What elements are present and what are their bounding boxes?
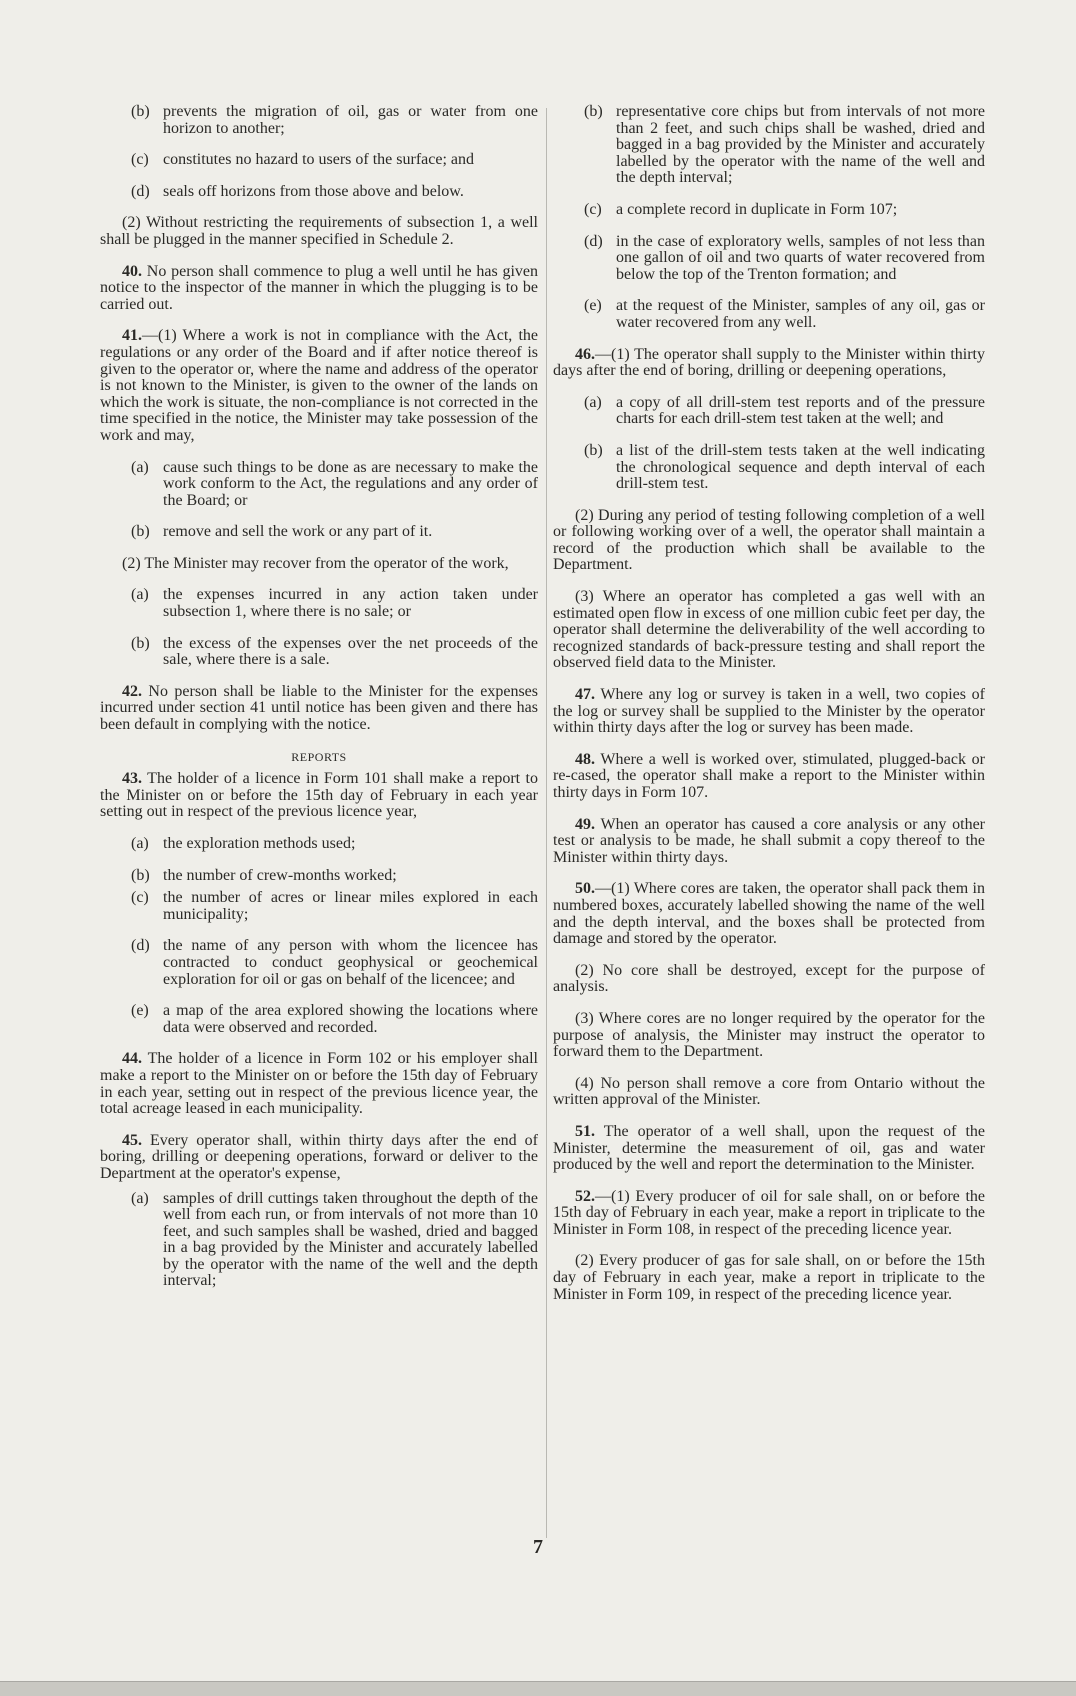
section-number: 45. <box>122 1131 142 1149</box>
paragraph-text: (2) No core shall be destroyed, except for the purpose of analysis. <box>553 961 985 996</box>
clause-item <box>100 104 538 137</box>
section-number: 46. <box>575 345 595 363</box>
right-column <box>553 104 985 1318</box>
section-number: 50. <box>575 880 595 898</box>
section-paragraph <box>553 347 985 380</box>
paragraph-text: Where any log or survey is taken in a well, two copies of the log or survey shall be supplied to the Minister by the operator within thirty days after the log or survey has been made. <box>553 686 985 737</box>
paragraph-text: —(1) The operator shall supply to the Minister within thirty days after the end of boring, drilling or deepening operations, <box>553 345 985 380</box>
clause-text: samples of drill cuttings taken throughout the depth of the well from each run, or from intervals of not more than 10 feet, and such samples shall be washed, dried and bagged in a bag provided by the Minister and accurately labelled by the operator with the name of the well and the depth interval; <box>163 1189 538 1290</box>
clause-label: (e) <box>584 297 602 315</box>
section-number: 40. <box>122 262 142 280</box>
section-number: 41. <box>122 327 142 345</box>
left-column <box>100 104 538 1305</box>
clause-item <box>100 636 538 669</box>
section-paragraph <box>553 881 985 947</box>
clause-text: a copy of all drill-stem test reports and of the pressure charts for each drill-stem test taken at the well; and <box>616 393 985 428</box>
section-number: 49. <box>575 815 595 833</box>
paragraph-text: (3) Where cores are no longer required by the operator for the purpose of analysis, the Minister may instruct the operator to forward them to the Department. <box>553 1009 985 1061</box>
clause-item <box>100 890 538 923</box>
column-divider <box>546 108 547 1538</box>
section-paragraph <box>553 817 985 867</box>
clause-item <box>100 1191 538 1291</box>
clause-label: (b) <box>131 103 150 120</box>
clause-text: a map of the area explored showing the locations where data were observed and recorded. <box>163 1002 538 1036</box>
section-paragraph <box>553 752 985 802</box>
section-number: 52. <box>575 1187 595 1205</box>
paragraph-text: (2) The Minister may recover from the operator of the work, <box>122 554 509 572</box>
clause-label: (c) <box>131 889 149 907</box>
clause-item <box>553 234 985 284</box>
clause-item <box>100 868 538 885</box>
paragraph-text: —(1) Every producer of oil for sale shall, on or before the 15th day of February in each year, make a report in triplicate to the Minister in Form 108, in respect of the preceding licence year. <box>553 1187 985 1238</box>
section-number: 47. <box>575 686 595 704</box>
section-paragraph <box>553 1253 985 1303</box>
section-paragraph <box>100 771 538 821</box>
clause-item <box>553 298 985 331</box>
clause-text: prevents the migration of oil, gas or water from one horizon to another; <box>163 103 538 137</box>
paragraph-text: When an operator has caused a core analysis or any other test or analysis to be made, he shall submit a copy thereof to the Minister within thirty days. <box>553 815 985 866</box>
paragraph-text: (2) Without restricting the requirements of subsection 1, a well shall be plugged in the manner specified in Schedule 2. <box>100 214 538 248</box>
clause-label: (e) <box>131 1002 149 1020</box>
clause-text: a list of the drill-stem tests taken at the well indicating the chronological sequence and depth interval of each drill-stem test. <box>616 441 985 493</box>
clause-item <box>553 104 985 187</box>
clause-text: in the case of exploratory wells, samples of not less than one gallon of oil and two quarts of water recovered from below the top of the Trenton formation; and <box>616 232 985 283</box>
section-paragraph <box>553 508 985 574</box>
clause-label: (c) <box>131 151 149 169</box>
clause-label: (b) <box>584 103 603 120</box>
paragraph-text: The operator of a well shall, upon the request of the Minister, determine the measurement of oil, gas and water produced by the well and report the determination to the Minister. <box>553 1122 985 1174</box>
clause-label: (a) <box>131 1189 149 1207</box>
clause-item <box>553 395 985 428</box>
paragraph-text: No person shall be liable to the Minister for the expenses incurred under section 41 until notice has been given and there has been default in complying with the notice. <box>100 682 538 734</box>
section-paragraph <box>553 1076 985 1109</box>
section-number: 42. <box>122 682 142 700</box>
paragraph-text: Where a well is worked over, stimulated, plugged-back or re-cased, the operator shall make a report to the Minister within thirty days in Form 107. <box>553 750 985 801</box>
section-paragraph <box>553 687 985 737</box>
clause-item <box>100 460 538 510</box>
clause-label: (d) <box>584 232 603 250</box>
clause-text: cause such things to be done as are necessary to make the work conform to the Act, the regulations and any order of the Board; or <box>163 458 538 509</box>
clause-text: the exploration methods used; <box>163 835 356 852</box>
clause-text: constitutes no hazard to users of the surface; and <box>163 151 475 169</box>
section-number: 48. <box>575 750 595 768</box>
clause-item <box>100 184 538 201</box>
clause-label: (c) <box>584 200 602 218</box>
paragraph-text: The holder of a licence in Form 102 or his employer shall make a report to the Minister on or before the 15th day of February in each year, setting out in respect of the previous licence year, the total acreage leased in each municipality. <box>100 1050 538 1118</box>
paragraph-text: (4) No person shall remove a core from Ontario without the written approval of the Minister. <box>553 1074 985 1109</box>
clause-item <box>553 202 985 219</box>
paragraph-text: The holder of a licence in Form 101 shall make a report to the Minister on or before the 15th day of February in each year setting out in respect of the previous licence year, <box>100 770 538 821</box>
clause-label: (b) <box>131 866 150 884</box>
clause-label: (b) <box>584 441 603 459</box>
section-paragraph <box>100 215 538 248</box>
clause-label: (a) <box>131 835 149 852</box>
clause-label: (d) <box>131 182 150 200</box>
paragraph-text: (2) During any period of testing following completion of a well or following working over of a well, the operator shall maintain a record of the production which shall be available to the Department. <box>553 506 985 574</box>
clause-text: remove and sell the work or any part of it. <box>163 523 433 541</box>
paragraph-text: —(1) Where a work is not in compliance with the Act, the regulations or any order of the Board and if after notice thereof is given to the operator or, where the name and address of the operator is not known to the Minister, is given to the owner of the lands on which the work is situate, the non-compliance is not corrected in the time specified in the notice, the Minister may take possession of the work and may, <box>100 327 538 444</box>
clause-label: (b) <box>131 523 150 541</box>
section-paragraph <box>553 1189 985 1239</box>
clause-item <box>100 524 538 541</box>
clause-item <box>553 443 985 493</box>
section-paragraph <box>553 1124 985 1174</box>
clause-item <box>100 587 538 620</box>
clause-text: the number of acres or linear miles explored in each municipality; <box>163 889 538 923</box>
clause-label: (a) <box>131 458 149 476</box>
scan-edge <box>0 1681 1076 1696</box>
section-paragraph <box>100 1133 538 1183</box>
clause-item <box>100 1003 538 1036</box>
paragraph-text: No person shall commence to plug a well until he has given notice to the inspector of the manner in which the plugging is to be carried out. <box>100 262 538 313</box>
section-paragraph <box>100 328 538 444</box>
clause-text: the name of any person with whom the licencee has contracted to conduct geophysical or geochemical exploration for oil or gas on behalf of the licencee; and <box>163 937 538 988</box>
clause-text: the number of crew-months worked; <box>163 866 397 884</box>
section-paragraph <box>553 963 985 996</box>
section-heading: REPORTS <box>291 749 347 764</box>
clause-text: seals off horizons from those above and below. <box>163 182 464 200</box>
section-paragraph <box>553 589 985 672</box>
section-paragraph <box>100 264 538 314</box>
clause-text: the expenses incurred in any action taken under subsection 1, where there is no sale; or <box>163 586 538 621</box>
paragraph-text: —(1) Where cores are taken, the operator shall pack them in numbered boxes, accurately labelled showing the name of the well and the depth interval, and the boxes shall be protected from damage and stored by the operator. <box>553 880 985 948</box>
clause-text: at the request of the Minister, samples of any oil, gas or water recovered from any well. <box>616 297 985 331</box>
clause-label: (a) <box>131 586 149 604</box>
clause-item <box>100 152 538 169</box>
clause-text: the excess of the expenses over the net proceeds of the sale, where there is a sale. <box>163 634 538 669</box>
section-number: 51. <box>575 1122 595 1140</box>
section-number: 43. <box>122 770 142 788</box>
page-number: 7 <box>533 1536 543 1558</box>
section-paragraph <box>100 684 538 734</box>
paragraph-text: (2) Every producer of gas for sale shall, on or before the 15th day of February in each year, make a report in triplicate to the Minister in Form 109, in respect of the preceding licence year. <box>553 1252 985 1303</box>
clause-text: representative core chips but from intervals of not more than 2 feet, and such chips shall be washed, dried and bagged in a bag provided by the Minister and accurately labelled by the operator with the name of the well and the depth interval; <box>616 103 985 187</box>
section-paragraph <box>100 556 538 573</box>
clause-label: (a) <box>584 393 602 411</box>
paragraph-text: Every operator shall, within thirty days after the end of boring, drilling or deepening operations, forward or deliver to the Department at the operator's expense, <box>100 1131 538 1182</box>
clause-text: a complete record in duplicate in Form 107; <box>616 200 898 218</box>
clause-item <box>100 938 538 988</box>
section-paragraph <box>100 1051 538 1117</box>
section-paragraph <box>553 1011 985 1061</box>
paragraph-text: (3) Where an operator has completed a gas well with an estimated open flow in excess of one million cubic feet per day, the operator shall determine the deliverability of the well according to recognized standards of back-pressure testing and shall report the observed field data to the Minister. <box>553 588 985 672</box>
clause-label: (b) <box>131 634 150 652</box>
clause-item <box>100 836 538 853</box>
section-number: 44. <box>122 1050 142 1068</box>
clause-label: (d) <box>131 937 150 955</box>
